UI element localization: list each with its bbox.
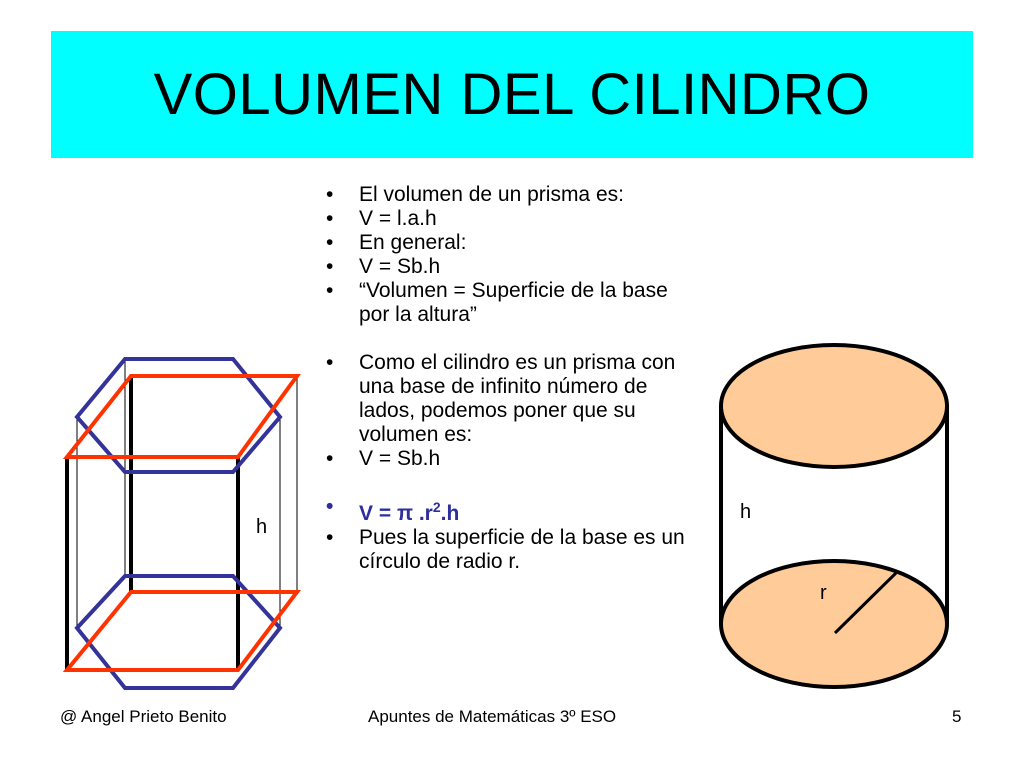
footer-page-number: 5 [952, 707, 962, 726]
title-banner [51, 31, 973, 158]
footer-author: @ Angel Prieto Benito [60, 707, 227, 726]
cylinder-height-label: h [740, 501, 752, 523]
cylinder-top-ellipse [721, 345, 947, 467]
list-item: • V = Sb.h [322, 255, 700, 279]
list-item: • V = l.a.h [322, 207, 700, 231]
prism-thick-edges [67, 376, 238, 670]
cylinder-radius-label: r [820, 582, 827, 604]
list-item: • Como el cilindro es un prisma con una base de infinito número de lados, podemos poner que su volumen es: [322, 351, 700, 447]
formula-item [322, 495, 700, 526]
list-item: • El volumen de un prisma es: [322, 183, 700, 207]
hexagonal-prism-diagram [60, 350, 310, 695]
formula-prefix: V = π .r [359, 502, 433, 525]
formula-exponent: 2 [432, 499, 441, 515]
list-item: • “Volumen = Superficie de la base por la altura” [322, 279, 700, 327]
list-item: • Pues la superficie de la base es un círculo de radio r. [322, 526, 700, 574]
footer-course: Apuntes de Matemáticas 3º ESO [368, 707, 617, 726]
list-item: • En general: [322, 231, 700, 255]
formula-suffix: .h [440, 502, 460, 525]
list-item: • V = Sb.h [322, 447, 700, 471]
cylinder-base-ellipse [721, 561, 947, 687]
prism-height-label: h [256, 516, 268, 538]
explanation-list [322, 183, 700, 574]
slide-title: VOLUMEN DEL CILINDRO [153, 62, 871, 127]
